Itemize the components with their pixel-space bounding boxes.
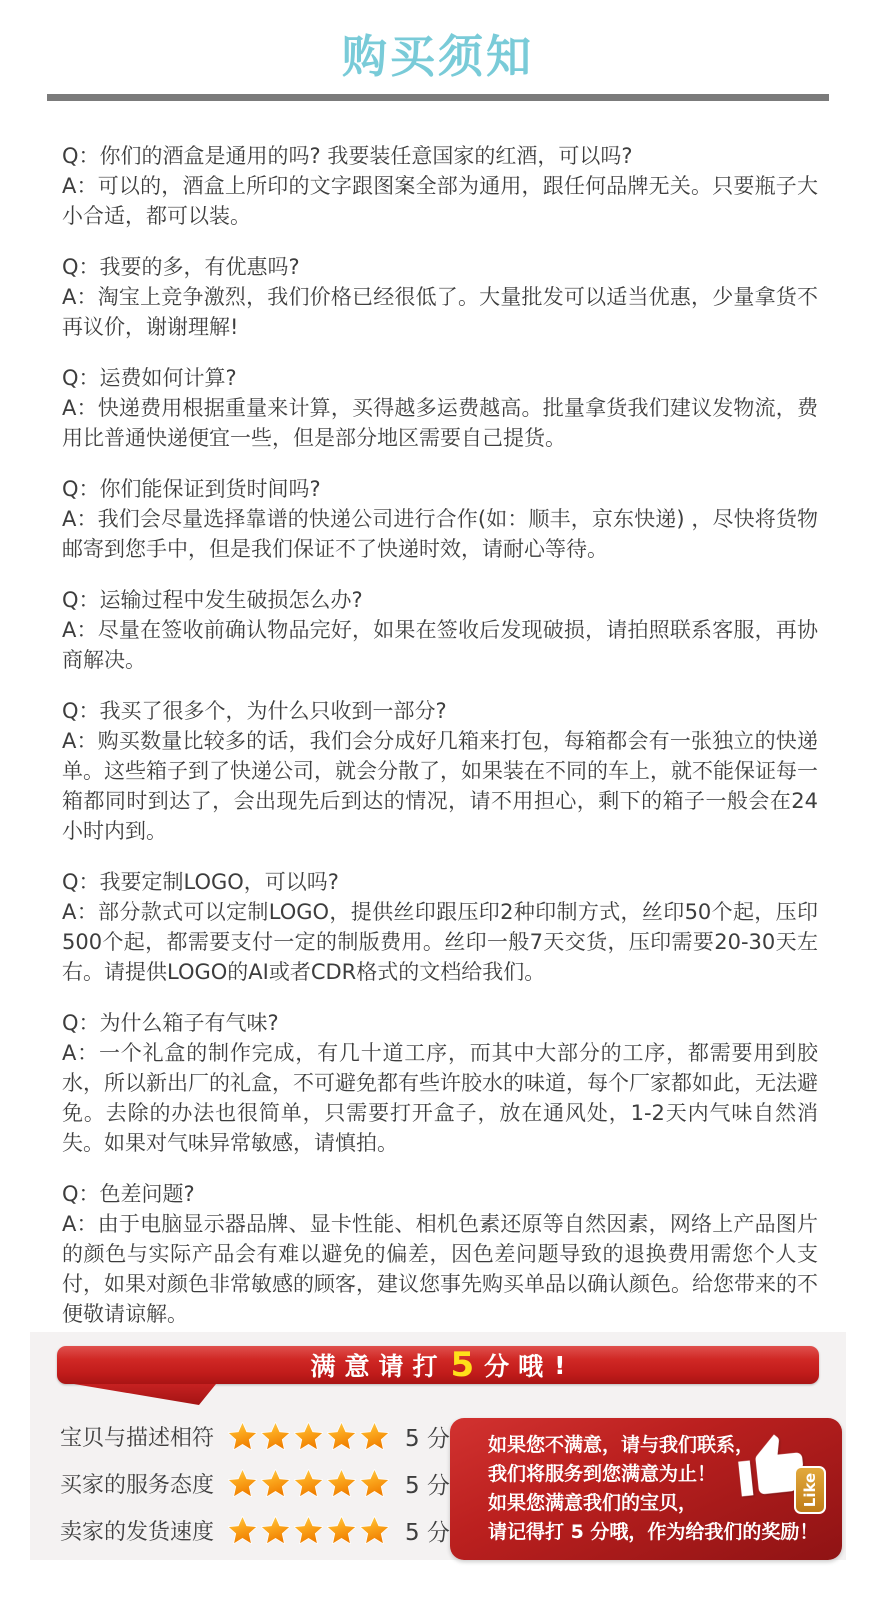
star-icon [327,1516,356,1544]
faq-item [62,696,818,846]
answer-text: A：我们会尽量选择靠谱的快递公司进行合作(如：顺丰，京东快递) ，尽快将货物邮寄到您手中，但是我们保证不了快递时效，请耐心等待。 [62,507,818,561]
banner-exclaim: ! [554,1350,566,1380]
star-icon [261,1516,290,1544]
rating-row [60,1512,450,1548]
star-icon [360,1469,389,1497]
question-text: Q：运费如何计算? [62,366,237,390]
star-icon [360,1422,389,1450]
answer-text: A：快递费用根据重量来计算，买得越多运费越高。批量拿货我们建议发物流，费用比普通快递便宜一些，但是部分地区需要自己提货。 [62,396,818,450]
faq-item [62,867,818,987]
faq-item [62,474,818,564]
star-icon [261,1422,290,1450]
star-group [228,1469,393,1497]
rating-row [60,1465,450,1501]
star-icon [327,1469,356,1497]
star-icon [228,1516,257,1544]
star-icon [327,1422,356,1450]
question-text: Q：我买了很多个，为什么只收到一部分? [62,699,447,723]
star-icon [360,1516,389,1544]
question-text: Q：我要定制LOGO，可以吗? [62,870,339,894]
question-text: Q：我要的多，有优惠吗? [62,255,300,279]
answer-text: A：尽量在签收前确认物品完好，如果在签收后发现破损，请拍照联系客服，再协商解决。 [62,618,818,672]
panel-body [30,1418,846,1560]
question-text: Q：色差问题? [62,1182,195,1206]
star-icon [294,1516,323,1544]
star-icon [294,1422,323,1450]
question-text: Q：你们的酒盒是通用的吗? 我要装任意国家的红酒，可以吗? [62,144,633,168]
answer-text: A：淘宝上竞争激烈，我们价格已经很低了。大量批发可以适当优惠，少量拿货不再议价，谢谢理解! [62,285,818,339]
faq-list [0,141,876,1329]
rating-score: 5 分 [405,1425,450,1452]
banner-text-prefix: 满意请打 [310,1352,447,1381]
faq-item [62,252,818,342]
rating-label: 卖家的发货速度 [60,1519,215,1545]
promise-line: 我们将服务到您满意为止！ [487,1463,716,1485]
banner-score-highlight: 5 [450,1345,475,1385]
promise-box [450,1418,842,1560]
answer-text: A：购买数量比较多的话，我们会分成好几箱来打包，每箱都会有一张独立的快递单。这些箱子到了快递公司，就会分散了，如果装在不同的车上，就不能保证每一箱都同时到达了，会出现先后到达的情况，请不用担心，剩下的箱子一般会在24小时内到。 [62,729,818,843]
rating-rows [60,1418,450,1559]
faq-item [62,363,818,453]
question-text: Q：运输过程中发生破损怎么办? [62,588,363,612]
title-divider [47,94,829,101]
promise-line: 如果您不满意，请与我们联系， [487,1434,754,1456]
star-icon [294,1469,323,1497]
rating-row [60,1418,450,1454]
page-title: 购买须知 [341,30,534,83]
rating-panel [30,1332,846,1560]
promise-line: 请记得打 5 分哦，作为给我们的奖励！ [487,1521,819,1543]
star-group [228,1422,393,1450]
like-badge-label: Like [800,1472,819,1508]
rating-score: 5 分 [405,1472,450,1499]
star-icon [261,1469,290,1497]
rating-banner [57,1346,819,1384]
answer-text: A：由于电脑显示器品牌、显卡性能、相机色素还原等自然因素，网络上产品图片的颜色与实际产品会有难以避免的偏差，因色差问题导致的退换费用需您个人支付，如果对颜色非常敏感的顾客，建议您事先购买单品以确认颜色。给您带来的不便敬请谅解。 [62,1212,818,1326]
thumb-area [736,1432,828,1516]
question-text: Q：为什么箱子有气味? [62,1011,279,1035]
faq-item [62,1008,818,1158]
faq-item [62,141,818,231]
star-group [228,1516,393,1544]
banner-text-suffix: 分哦 [484,1352,553,1381]
answer-text: A：部分款式可以定制LOGO，提供丝印跟压印2种印制方式，丝印50个起，压印500个起，都需要支付一定的制版费用。丝印一般7天交货，压印需要20-30天左右。请提供LOGO的AI或者CDR格式的文档给我们。 [62,900,818,984]
star-icon [228,1469,257,1497]
rating-score: 5 分 [405,1519,450,1546]
banner-tail [74,1384,216,1405]
answer-text: A：一个礼盒的制作完成，有几十道工序，而其中大部分的工序，都需要用到胶水，所以新出厂的礼盒，不可避免都有些许胶水的味道，每个厂家都如此，无法避免。去除的办法也很简单，只需要打开盒子，放在通风处，1-2天内气味自然消失。如果对气味异常敏感，请慎拍。 [62,1041,818,1155]
faq-item [62,585,818,675]
question-text: Q：你们能保证到货时间吗? [62,477,321,501]
promise-line: 如果您满意我们的宝贝， [487,1492,697,1514]
like-badge [794,1466,826,1514]
star-icon [228,1422,257,1450]
rating-label: 买家的服务态度 [60,1472,215,1498]
rating-label: 宝贝与描述相符 [60,1425,215,1451]
faq-item [62,1179,818,1329]
answer-text: A：可以的，酒盒上所印的文字跟图案全部为通用，跟任何品牌无关。只要瓶子大小合适，都可以装。 [62,174,818,228]
